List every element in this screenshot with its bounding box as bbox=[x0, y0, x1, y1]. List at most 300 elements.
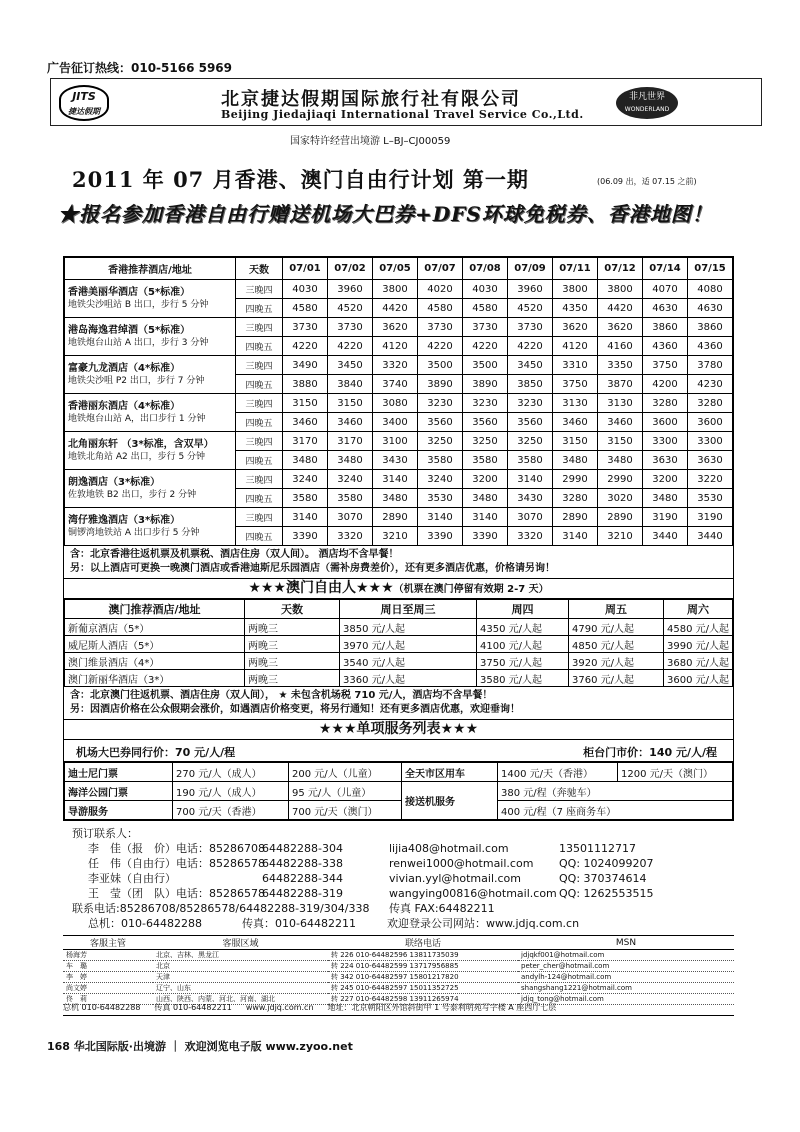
price-cell: 4580 bbox=[418, 299, 463, 318]
price-cell: 3240 bbox=[328, 470, 373, 489]
hk-header-cell: 07/01 bbox=[283, 258, 328, 280]
price-cell: 3070 bbox=[328, 508, 373, 527]
hotel-name: 香港美丽华酒店（5*标准） bbox=[68, 286, 191, 298]
nights-cell: 四晚五 bbox=[236, 413, 283, 432]
price-cell: 4070 bbox=[643, 280, 688, 299]
price-cell: 4220 bbox=[463, 337, 508, 356]
price-cell: 4360 bbox=[643, 337, 688, 356]
macau-cell: 3600 元/人起 bbox=[664, 670, 733, 687]
price-cell: 3480 bbox=[283, 451, 328, 470]
staff-cell: 转 224 010-64482599 13717956885 bbox=[328, 961, 518, 972]
macau-header-cell: 周五 bbox=[569, 600, 664, 619]
staff-header-cell: MSN bbox=[518, 936, 734, 950]
price-cell: 3200 bbox=[643, 470, 688, 489]
macau-cell: 威尼斯人酒店（5*） bbox=[65, 636, 245, 653]
price-cell: 3580 bbox=[418, 451, 463, 470]
staff-header-cell: 联络电话 bbox=[328, 936, 518, 950]
staff-cell: shangshang1221@hotmail.com bbox=[518, 983, 734, 994]
table-row bbox=[65, 318, 733, 337]
price-cell: 3140 bbox=[418, 508, 463, 527]
macau-header-cell: 周四 bbox=[477, 600, 569, 619]
hk-header-cell: 07/07 bbox=[418, 258, 463, 280]
price-cell: 3630 bbox=[688, 451, 733, 470]
hotel-address: 地铁炮台山站 A 出口，步行 3 分钟 bbox=[68, 337, 209, 348]
price-cell: 3620 bbox=[553, 318, 598, 337]
price-cell: 3730 bbox=[418, 318, 463, 337]
contact-field: 李 佳（报 价）电话：85286708 bbox=[88, 842, 265, 855]
price-cell: 3600 bbox=[643, 413, 688, 432]
guide-label: 导游服务 bbox=[65, 801, 173, 820]
nights-cell: 三晚四 bbox=[236, 280, 283, 299]
contact-row bbox=[72, 886, 654, 901]
price-cell: 3780 bbox=[688, 356, 733, 375]
macau-cell: 3850 元/人起 bbox=[340, 619, 477, 636]
contacts-block bbox=[72, 826, 654, 931]
nights-cell: 三晚四 bbox=[236, 470, 283, 489]
contact-field: 13501112717 bbox=[559, 842, 636, 855]
price-cell: 3880 bbox=[283, 375, 328, 394]
contact-field: QQ: 1024099207 bbox=[559, 857, 654, 870]
website: 欢迎登录公司网站：www.jdjq.com.cn bbox=[387, 917, 580, 930]
price-cell: 3200 bbox=[463, 470, 508, 489]
staff-cell: 北京 bbox=[153, 961, 328, 972]
contact-field: 王 莹（团 队）电话：85286578 bbox=[88, 887, 265, 900]
price-cell: 3730 bbox=[463, 318, 508, 337]
price-cell: 3130 bbox=[553, 394, 598, 413]
promo-banner: ★报名参加香港自由行赠送机场大巴券+DFS环球免税券、香港地图！ bbox=[58, 202, 713, 226]
price-cell: 4120 bbox=[553, 337, 598, 356]
price-cell: 3230 bbox=[463, 394, 508, 413]
staff-cell: jdjq_tong@hotmail.com bbox=[518, 994, 734, 1005]
price-cell: 3890 bbox=[418, 375, 463, 394]
price-cell: 3450 bbox=[328, 356, 373, 375]
company-header bbox=[50, 78, 762, 126]
macau-cell: 4580 元/人起 bbox=[664, 619, 733, 636]
price-cell: 3730 bbox=[328, 318, 373, 337]
price-cell: 3140 bbox=[508, 470, 553, 489]
price-cell: 4580 bbox=[463, 299, 508, 318]
price-cell: 3280 bbox=[643, 394, 688, 413]
price-cell: 3440 bbox=[643, 527, 688, 546]
price-cell: 3480 bbox=[373, 489, 418, 508]
price-cell: 3620 bbox=[598, 318, 643, 337]
pickup-label: 接送机服务 bbox=[402, 782, 498, 820]
price-cell: 4020 bbox=[418, 280, 463, 299]
price-cell: 3150 bbox=[553, 432, 598, 451]
hotel-address: 地铁尖沙咀站 B 出口，步行 5 分钟 bbox=[68, 299, 209, 310]
table-row bbox=[63, 961, 734, 972]
company-name-cn: 北京捷达假期国际旅行社有限公司 bbox=[221, 89, 521, 110]
hotel-name-cell bbox=[65, 280, 236, 318]
table-row bbox=[65, 432, 733, 451]
price-cell: 4220 bbox=[418, 337, 463, 356]
price-cell: 3960 bbox=[328, 280, 373, 299]
macau-cell: 3540 元/人起 bbox=[340, 653, 477, 670]
price-cell: 3320 bbox=[373, 356, 418, 375]
price-cell: 3130 bbox=[598, 394, 643, 413]
staff-cell: 转 245 010-64482597 15011352725 bbox=[328, 983, 518, 994]
hk-header-cell: 07/02 bbox=[328, 258, 373, 280]
contacts-heading: 预订联系人： bbox=[72, 827, 138, 840]
hotel-name: 香港丽东酒店（4*标准） bbox=[68, 400, 181, 412]
price-cell: 3630 bbox=[643, 451, 688, 470]
price-cell: 3480 bbox=[463, 489, 508, 508]
macau-cell: 3360 元/人起 bbox=[340, 670, 477, 687]
price-cell: 3490 bbox=[283, 356, 328, 375]
macau-header-cell: 天数 bbox=[245, 600, 340, 619]
price-cell: 3230 bbox=[418, 394, 463, 413]
table-row bbox=[65, 653, 733, 670]
hotel-name: 朗逸酒店（3*标准） bbox=[68, 476, 161, 488]
price-cell: 3170 bbox=[283, 432, 328, 451]
pickup-benz: 380 元/程（奔驰车） bbox=[498, 782, 733, 801]
price-cell: 4630 bbox=[643, 299, 688, 318]
price-cell: 3280 bbox=[688, 394, 733, 413]
price-cell: 3430 bbox=[373, 451, 418, 470]
price-cell: 3800 bbox=[598, 280, 643, 299]
price-cell: 3960 bbox=[508, 280, 553, 299]
ocean-child: 95 元/人（儿童） bbox=[289, 782, 402, 801]
price-cell: 4420 bbox=[373, 299, 418, 318]
staff-table bbox=[63, 935, 734, 1005]
price-cell: 2990 bbox=[598, 470, 643, 489]
hotel-name-cell bbox=[65, 394, 236, 432]
hotel-name-cell bbox=[65, 508, 236, 546]
guide-hk: 700 元/天（香港） bbox=[173, 801, 289, 820]
ocean-adult: 190 元/人（成人） bbox=[173, 782, 289, 801]
price-cell: 3600 bbox=[688, 413, 733, 432]
macau-cell: 澳门新丽华酒店（3*） bbox=[65, 670, 245, 687]
nights-cell: 四晚五 bbox=[236, 299, 283, 318]
price-cell: 3140 bbox=[283, 508, 328, 527]
price-cell: 3100 bbox=[373, 432, 418, 451]
price-cell: 3480 bbox=[553, 451, 598, 470]
price-cell: 3390 bbox=[283, 527, 328, 546]
price-cell: 4220 bbox=[508, 337, 553, 356]
contact-field: 任 伟（自由行）电话：85286578 bbox=[88, 857, 265, 870]
table-row bbox=[65, 470, 733, 489]
price-cell: 3220 bbox=[688, 470, 733, 489]
price-cell: 2990 bbox=[553, 470, 598, 489]
table-row bbox=[65, 508, 733, 527]
macau-cell: 新葡京酒店（5*） bbox=[65, 619, 245, 636]
macau-cell: 4100 元/人起 bbox=[477, 636, 569, 653]
contact-field: 64482288-338 bbox=[262, 857, 343, 870]
hk-header-cell: 天数 bbox=[236, 258, 283, 280]
car-mo: 1200 元/天（澳门） bbox=[618, 763, 733, 782]
hk-header-cell: 07/11 bbox=[553, 258, 598, 280]
price-cell: 3210 bbox=[598, 527, 643, 546]
bus-price: 机场大巴券同行价：70 元/人/程 bbox=[76, 746, 236, 759]
hk-header-cell: 07/15 bbox=[688, 258, 733, 280]
hotel-address: 铜锣湾地铁站 A 出口步行 5 分钟 bbox=[68, 527, 200, 538]
macau-cell: 3760 元/人起 bbox=[569, 670, 664, 687]
price-cell: 3800 bbox=[373, 280, 418, 299]
macau-cell: 3680 元/人起 bbox=[664, 653, 733, 670]
contact-fax: 传真 FAX:64482211 bbox=[389, 902, 495, 915]
price-cell: 3320 bbox=[328, 527, 373, 546]
hotel-name: 港岛海逸君绰酒（5*标准） bbox=[68, 324, 191, 336]
macau-header-cell: 周六 bbox=[664, 600, 733, 619]
price-cell: 3170 bbox=[328, 432, 373, 451]
hotel-name-cell bbox=[65, 356, 236, 394]
staff-cell: andylh-124@hotmail.com bbox=[518, 972, 734, 983]
main-phone: 总机：010-64482288 bbox=[88, 917, 202, 930]
contact-field: 李亚妹（自由行） bbox=[88, 872, 176, 885]
price-cell: 4030 bbox=[283, 280, 328, 299]
nights-cell: 三晚四 bbox=[236, 356, 283, 375]
car-label: 全天市区用车 bbox=[402, 763, 498, 782]
price-cell: 4520 bbox=[508, 299, 553, 318]
table-row bbox=[65, 636, 733, 653]
hk-header-cell: 07/12 bbox=[598, 258, 643, 280]
contact-field: lijia408@hotmail.com bbox=[389, 842, 509, 855]
company-footer: 总机 010-64482288 传真 010-64482211 www.jdjq.com.cn 地址：北京朝阳区外馆斜街甲 1 号泰利明苑写字楼 A 座西厅七层 bbox=[63, 1002, 734, 1016]
jits-logo: JITS 捷达假期 bbox=[59, 85, 109, 121]
price-cell: 3280 bbox=[553, 489, 598, 508]
price-cell: 3740 bbox=[373, 375, 418, 394]
price-cell: 3400 bbox=[373, 413, 418, 432]
price-cell: 3350 bbox=[598, 356, 643, 375]
price-cell: 3750 bbox=[553, 375, 598, 394]
disney-adult: 270 元/人（成人） bbox=[173, 763, 289, 782]
price-cell: 3460 bbox=[553, 413, 598, 432]
page-footer: 168 华北国际版·出境游 ｜ 欢迎浏览电子版 www.zyoo.net bbox=[47, 1040, 353, 1053]
price-cell: 3800 bbox=[553, 280, 598, 299]
title-note: (06.09 出，适 07.15 之前) bbox=[597, 177, 697, 186]
price-cell: 3460 bbox=[598, 413, 643, 432]
price-cell: 3250 bbox=[508, 432, 553, 451]
hotel-address: 地铁炮台山站 A，出口步行 1 分钟 bbox=[68, 413, 206, 424]
hk-header-cell: 07/08 bbox=[463, 258, 508, 280]
price-cell: 3140 bbox=[463, 508, 508, 527]
nights-cell: 四晚五 bbox=[236, 527, 283, 546]
contact-field: QQ: 370374614 bbox=[559, 872, 647, 885]
price-cell: 3150 bbox=[598, 432, 643, 451]
price-cell: 3500 bbox=[463, 356, 508, 375]
contact-field: QQ: 1262553515 bbox=[559, 887, 654, 900]
contact-row bbox=[72, 871, 654, 886]
pricing-box bbox=[63, 256, 734, 821]
price-cell: 3530 bbox=[418, 489, 463, 508]
hotel-name-cell bbox=[65, 470, 236, 508]
price-cell: 2890 bbox=[373, 508, 418, 527]
page-title: 2011 年 07 月香港、澳门自由行计划 第一期 bbox=[72, 167, 529, 192]
macau-cell: 两晚三 bbox=[245, 636, 340, 653]
hk-hotel-table bbox=[64, 257, 733, 546]
price-cell: 3840 bbox=[328, 375, 373, 394]
contact-field: vivian.yyl@hotmail.com bbox=[389, 872, 521, 885]
price-cell: 3450 bbox=[508, 356, 553, 375]
macau-cell: 4790 元/人起 bbox=[569, 619, 664, 636]
price-cell: 3020 bbox=[598, 489, 643, 508]
macau-cell: 两晚三 bbox=[245, 670, 340, 687]
nights-cell: 三晚四 bbox=[236, 394, 283, 413]
nights-cell: 四晚五 bbox=[236, 375, 283, 394]
staff-cell: 杨海芳 bbox=[63, 950, 153, 961]
price-cell: 3560 bbox=[463, 413, 508, 432]
price-cell: 4030 bbox=[463, 280, 508, 299]
macau-cell: 3990 元/人起 bbox=[664, 636, 733, 653]
price-cell: 3530 bbox=[688, 489, 733, 508]
staff-cell: 辽宁、山东 bbox=[153, 983, 328, 994]
staff-cell: 李 婷 bbox=[63, 972, 153, 983]
company-name-en: Beijing Jiedajiaqi International Travel Service Co.,Ltd. bbox=[221, 108, 584, 121]
bus-ticket-prices bbox=[64, 740, 733, 762]
price-cell: 3300 bbox=[643, 432, 688, 451]
macau-notes: 含：北京澳门往返机票、酒店住房（双人间）， ★ 未包含机场税 710 元/人，酒店均不含早餐！ 另：因酒店价格在公众假期会涨价，如遇酒店价格变更，将另行通知！还有更多酒店优惠，欢迎垂询！ bbox=[64, 687, 733, 720]
price-cell: 3430 bbox=[508, 489, 553, 508]
hotel-name-cell bbox=[65, 318, 236, 356]
staff-cell: 山西、陕西、内蒙、河北、河南、湖北 bbox=[153, 994, 328, 1005]
contact-row bbox=[72, 841, 654, 856]
nights-cell: 四晚五 bbox=[236, 451, 283, 470]
pickup-van: 400 元/程（7 座商务车） bbox=[498, 801, 733, 820]
price-cell: 3730 bbox=[508, 318, 553, 337]
price-cell: 3310 bbox=[553, 356, 598, 375]
contact-field: wangying00816@hotmail.com bbox=[389, 887, 557, 900]
price-cell: 4220 bbox=[328, 337, 373, 356]
price-cell: 3580 bbox=[508, 451, 553, 470]
staff-header-cell: 客服区域 bbox=[153, 936, 328, 950]
staff-cell: 转 226 010-64482596 13811735039 bbox=[328, 950, 518, 961]
macau-cell: 两晚三 bbox=[245, 619, 340, 636]
price-cell: 3460 bbox=[328, 413, 373, 432]
nights-cell: 三晚四 bbox=[236, 432, 283, 451]
hk-header-cell: 07/05 bbox=[373, 258, 418, 280]
table-row bbox=[65, 394, 733, 413]
staff-header-cell: 客服主管 bbox=[63, 936, 153, 950]
hotel-address: 地铁尖沙咀 P2 出口，步行 7 分钟 bbox=[68, 375, 205, 386]
price-cell: 4080 bbox=[688, 280, 733, 299]
macau-hotel-table bbox=[64, 599, 733, 687]
staff-cell: 尚文婷 bbox=[63, 983, 153, 994]
price-cell: 3230 bbox=[508, 394, 553, 413]
price-cell: 3850 bbox=[508, 375, 553, 394]
hotel-address: 佐敦地铁 B2 出口，步行 2 分钟 bbox=[68, 489, 197, 500]
contact-field: 64482288-344 bbox=[262, 872, 343, 885]
disney-child: 200 元/人（儿童） bbox=[289, 763, 402, 782]
macau-cell: 两晚三 bbox=[245, 653, 340, 670]
staff-cell: jdjqkf001@hotmail.com bbox=[518, 950, 734, 961]
price-cell: 3240 bbox=[418, 470, 463, 489]
hk-header-cell: 07/14 bbox=[643, 258, 688, 280]
price-cell: 3300 bbox=[688, 432, 733, 451]
price-cell: 3580 bbox=[283, 489, 328, 508]
macau-header-cell: 周日至周三 bbox=[340, 600, 477, 619]
macau-cell: 3920 元/人起 bbox=[569, 653, 664, 670]
price-cell: 3560 bbox=[418, 413, 463, 432]
price-cell: 4520 bbox=[328, 299, 373, 318]
price-cell: 3860 bbox=[643, 318, 688, 337]
staff-cell: 车 璐 bbox=[63, 961, 153, 972]
price-cell: 4350 bbox=[553, 299, 598, 318]
car-hk: 1400 元/天（香港） bbox=[498, 763, 618, 782]
price-cell: 4200 bbox=[643, 375, 688, 394]
price-cell: 3140 bbox=[553, 527, 598, 546]
price-cell: 3390 bbox=[418, 527, 463, 546]
macau-cell: 3580 元/人起 bbox=[477, 670, 569, 687]
price-cell: 3080 bbox=[373, 394, 418, 413]
price-cell: 3500 bbox=[418, 356, 463, 375]
price-cell: 3890 bbox=[463, 375, 508, 394]
price-cell: 3580 bbox=[328, 489, 373, 508]
macau-header-cell: 澳门推荐酒店/地址 bbox=[65, 600, 245, 619]
staff-cell: 北京、吉林、黑龙江 bbox=[153, 950, 328, 961]
price-cell: 3390 bbox=[463, 527, 508, 546]
table-row bbox=[63, 950, 734, 961]
price-cell: 3620 bbox=[373, 318, 418, 337]
price-cell: 3460 bbox=[283, 413, 328, 432]
nights-cell: 三晚四 bbox=[236, 318, 283, 337]
price-cell: 3150 bbox=[283, 394, 328, 413]
hotel-name: 北角丽东轩 （3*标准，含双早） bbox=[68, 438, 214, 450]
price-cell: 3480 bbox=[598, 451, 643, 470]
hotel-name: 富豪九龙酒店（4*标准） bbox=[68, 362, 181, 374]
guide-mo: 700 元/天（澳门） bbox=[289, 801, 402, 820]
price-cell: 2890 bbox=[598, 508, 643, 527]
staff-cell: 天津 bbox=[153, 972, 328, 983]
disney-label: 迪士尼门票 bbox=[65, 763, 173, 782]
price-cell: 3480 bbox=[643, 489, 688, 508]
price-cell: 4630 bbox=[688, 299, 733, 318]
price-cell: 3580 bbox=[463, 451, 508, 470]
services-section-title: ★★★单项服务列表★★★ bbox=[64, 720, 733, 740]
price-cell: 3440 bbox=[688, 527, 733, 546]
contact-row bbox=[72, 856, 654, 871]
price-cell: 3320 bbox=[508, 527, 553, 546]
price-cell: 3750 bbox=[643, 356, 688, 375]
price-cell: 3250 bbox=[463, 432, 508, 451]
nights-cell: 三晚四 bbox=[236, 508, 283, 527]
table-row bbox=[63, 983, 734, 994]
price-cell: 3240 bbox=[283, 470, 328, 489]
table-row bbox=[63, 972, 734, 983]
macau-cell: 3970 元/人起 bbox=[340, 636, 477, 653]
nights-cell: 四晚五 bbox=[236, 489, 283, 508]
hk-header-cell: 香港推荐酒店/地址 bbox=[65, 258, 236, 280]
staff-cell: 佟 莉 bbox=[63, 994, 153, 1005]
contact-field: 64482288-319 bbox=[262, 887, 343, 900]
price-cell: 3190 bbox=[643, 508, 688, 527]
counter-price: 柜台门市价：140 元/人/程 bbox=[583, 746, 717, 759]
price-cell: 4360 bbox=[688, 337, 733, 356]
price-cell: 3140 bbox=[373, 470, 418, 489]
price-cell: 2890 bbox=[553, 508, 598, 527]
main-fax: 传真：010-64482211 bbox=[242, 917, 356, 930]
macau-cell: 4350 元/人起 bbox=[477, 619, 569, 636]
wonderland-logo: 非凡世界 WONDERLAND bbox=[616, 87, 678, 119]
hotel-name-cell bbox=[65, 432, 236, 470]
ad-hotline: 广告征订热线：010-5166 5969 bbox=[47, 61, 233, 75]
price-cell: 3150 bbox=[328, 394, 373, 413]
price-cell: 3070 bbox=[508, 508, 553, 527]
hk-header-cell: 07/09 bbox=[508, 258, 553, 280]
price-cell: 3210 bbox=[373, 527, 418, 546]
macau-cell: 澳门维景酒店（4*） bbox=[65, 653, 245, 670]
hotel-name: 湾仔雅逸酒店（3*标准） bbox=[68, 514, 181, 526]
price-cell: 4220 bbox=[283, 337, 328, 356]
table-row bbox=[65, 619, 733, 636]
macau-cell: 3750 元/人起 bbox=[477, 653, 569, 670]
hotel-address: 地铁北角站 A2 出口，步行 5 分钟 bbox=[68, 451, 206, 462]
hk-notes: 含：北京香港往返机票及机票税、酒店住房（双人间）。 酒店均不含早餐！ 另：以上酒店可更换一晚澳门酒店或香港迪斯尼乐园酒店（需补房费差价），还有更多酒店优惠，价格请另询！ bbox=[64, 546, 733, 579]
staff-cell: 转 342 010-64482597 15801217820 bbox=[328, 972, 518, 983]
staff-cell: 转 227 010-64482598 13911265974 bbox=[328, 994, 518, 1005]
table-row bbox=[65, 356, 733, 375]
price-cell: 4230 bbox=[688, 375, 733, 394]
price-cell: 3480 bbox=[328, 451, 373, 470]
